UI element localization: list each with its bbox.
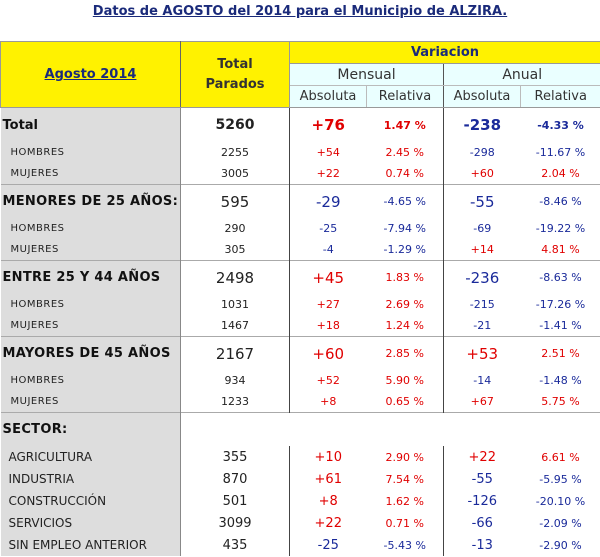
table-row (1, 370, 600, 391)
mensual-absoluta-cell: +27 (316, 298, 340, 311)
row-label: AGRICULTURA (1, 446, 181, 468)
anual-relativa-cell: -2.09 % (539, 516, 582, 530)
mensual-relativa-cell: 2.90 % (367, 446, 444, 468)
mensual-relativa-cell: 0.74 % (367, 163, 444, 185)
table-row (1, 337, 600, 371)
variacion-header: Variacion (290, 42, 600, 64)
anual-relativa-cell: -2.90 % (539, 538, 582, 552)
table-row (1, 218, 600, 239)
mensual-absoluta-cell: +76 (290, 108, 367, 143)
mensual-relativa-cell: 5.90 % (367, 370, 444, 391)
total-header (181, 42, 290, 108)
anual-relativa-cell: 6.61 % (541, 450, 580, 464)
anual-relativa-cell: -19.22 % (535, 222, 586, 235)
total-cell: 501 (181, 490, 290, 512)
mensual-absoluta-header: Absoluta (290, 86, 367, 108)
anual-relativa-cell: -20.10 % (535, 494, 586, 508)
mensual-absoluta-cell: +60 (290, 337, 367, 371)
anual-absoluta-cell: -13 (471, 537, 493, 553)
anual-relativa-cell: -5.95 % (539, 472, 582, 486)
page-title: Datos de AGOSTO del 2014 para el Municipio de ALZIRA. (92, 4, 508, 19)
anual-absoluta-cell: -21 (473, 319, 492, 332)
mensual-relativa-cell: 2.85 % (367, 337, 444, 371)
anual-absoluta-cell: -215 (469, 298, 495, 311)
anual-absoluta-cell: -66 (471, 515, 493, 531)
table-row (1, 185, 600, 219)
anual-absoluta-cell: -126 (467, 493, 497, 509)
total-cell: 1233 (181, 391, 290, 413)
anual-relativa-cell: 2.51 % (521, 337, 600, 371)
anual-absoluta-cell: -14 (473, 374, 492, 387)
anual-relativa-cell: 2.04 % (541, 167, 580, 180)
total-header-line2: Parados (205, 76, 265, 92)
anual-absoluta-cell: -69 (473, 222, 492, 235)
row-label: MENORES DE 25 AÑOS: (1, 185, 181, 219)
row-label: MUJERES (1, 239, 181, 261)
table-body (1, 108, 600, 557)
anual-absoluta-cell: -236 (444, 261, 521, 295)
mensual-relativa-header: Relativa (367, 86, 444, 108)
table-row (1, 261, 600, 295)
row-label: INDUSTRIA (1, 468, 181, 490)
empty-cell (181, 413, 600, 447)
unemployment-table (0, 41, 600, 556)
anual-absoluta-cell: +67 (470, 395, 494, 408)
row-label: Total (1, 108, 181, 143)
mensual-absoluta-cell: +18 (316, 319, 340, 332)
row-label: MAYORES DE 45 AÑOS (1, 337, 181, 371)
row-label: SIN EMPLEO ANTERIOR (1, 534, 181, 556)
table-row (1, 512, 600, 534)
total-cell: 5260 (181, 108, 290, 143)
row-label: HOMBRES (1, 142, 181, 163)
mensual-absoluta-cell: +54 (316, 146, 340, 159)
anual-relativa-cell: 4.81 % (541, 243, 580, 256)
mensual-absoluta-cell: -25 (319, 222, 338, 235)
anual-absoluta-cell: -238 (444, 108, 521, 143)
anual-absoluta-cell: -55 (444, 185, 521, 219)
anual-relativa-cell: 5.75 % (541, 395, 580, 408)
table-row (1, 163, 600, 185)
anual-absoluta-cell: +14 (470, 243, 494, 256)
table-row (1, 239, 600, 261)
anual-relativa-cell: -1.41 % (539, 319, 582, 332)
table-row (1, 294, 600, 315)
table-row (1, 468, 600, 490)
total-cell: 355 (181, 446, 290, 468)
row-label: CONSTRUCCIÓN (1, 490, 181, 512)
mensual-header: Mensual (290, 64, 444, 86)
total-cell: 3005 (181, 163, 290, 185)
row-label: SERVICIOS (1, 512, 181, 534)
table-row (1, 534, 600, 556)
total-cell: 305 (181, 239, 290, 261)
anual-relativa-cell: -4.33 % (521, 108, 600, 143)
mensual-relativa-cell: 2.69 % (367, 294, 444, 315)
mensual-absoluta-cell: -25 (317, 537, 339, 553)
mensual-absoluta-cell: +22 (314, 515, 342, 531)
anual-absoluta-cell: +53 (444, 337, 521, 371)
table-row (1, 108, 600, 143)
row-label: MUJERES (1, 391, 181, 413)
anual-relativa-cell: -8.63 % (521, 261, 600, 295)
mensual-relativa-cell: 2.45 % (367, 142, 444, 163)
mensual-absoluta-cell: +45 (290, 261, 367, 295)
total-cell: 290 (181, 218, 290, 239)
mensual-absoluta-cell: +61 (314, 471, 342, 487)
mensual-relativa-cell: 7.54 % (367, 468, 444, 490)
row-label: HOMBRES (1, 370, 181, 391)
mensual-absoluta-cell: +22 (316, 167, 340, 180)
total-cell: 435 (181, 534, 290, 556)
total-cell: 870 (181, 468, 290, 490)
mensual-relativa-cell: 1.24 % (367, 315, 444, 337)
anual-relativa-cell: -1.48 % (539, 374, 582, 387)
mensual-absoluta-cell: -29 (290, 185, 367, 219)
mensual-relativa-cell: 1.47 % (367, 108, 444, 143)
total-cell: 2498 (181, 261, 290, 295)
total-cell: 1467 (181, 315, 290, 337)
table-row (1, 446, 600, 468)
mensual-absoluta-cell: +8 (320, 395, 337, 408)
table-row (1, 391, 600, 413)
mensual-relativa-cell: -1.29 % (367, 239, 444, 261)
total-cell: 1031 (181, 294, 290, 315)
mensual-relativa-cell: 1.62 % (367, 490, 444, 512)
anual-relativa-cell: -11.67 % (535, 146, 586, 159)
row-label: MUJERES (1, 163, 181, 185)
anual-absoluta-cell: +60 (470, 167, 494, 180)
anual-absoluta-cell: +22 (468, 449, 496, 465)
mensual-absoluta-cell: +10 (314, 449, 342, 465)
table-row (1, 142, 600, 163)
row-label: SECTOR: (1, 413, 181, 447)
mensual-absoluta-cell: +52 (316, 374, 340, 387)
mensual-relativa-cell: -5.43 % (367, 534, 444, 556)
mensual-relativa-cell: 0.71 % (367, 512, 444, 534)
table-row (1, 490, 600, 512)
anual-absoluta-cell: -55 (471, 471, 493, 487)
row-label: ENTRE 25 Y 44 AÑOS (1, 261, 181, 295)
row-label: MUJERES (1, 315, 181, 337)
row-label: HOMBRES (1, 218, 181, 239)
anual-relativa-header: Relativa (521, 86, 600, 108)
anual-absoluta-cell: -298 (469, 146, 495, 159)
mensual-relativa-cell: -7.94 % (367, 218, 444, 239)
total-cell: 595 (181, 185, 290, 219)
total-header-line1: Total (217, 56, 253, 72)
total-cell: 3099 (181, 512, 290, 534)
mensual-relativa-cell: -4.65 % (367, 185, 444, 219)
total-cell: 934 (181, 370, 290, 391)
mensual-relativa-cell: 0.65 % (367, 391, 444, 413)
total-cell: 2167 (181, 337, 290, 371)
mensual-absoluta-cell: +8 (318, 493, 338, 509)
table-row (1, 315, 600, 337)
anual-relativa-cell: -8.46 % (521, 185, 600, 219)
anual-relativa-cell: -17.26 % (535, 298, 586, 311)
anual-header: Anual (444, 64, 600, 86)
mensual-absoluta-cell: -4 (322, 243, 334, 256)
anual-absoluta-header: Absoluta (444, 86, 521, 108)
row-label: HOMBRES (1, 294, 181, 315)
table-row (1, 413, 600, 447)
period-header: Agosto 2014 (1, 42, 181, 108)
total-cell: 2255 (181, 142, 290, 163)
mensual-relativa-cell: 1.83 % (367, 261, 444, 295)
